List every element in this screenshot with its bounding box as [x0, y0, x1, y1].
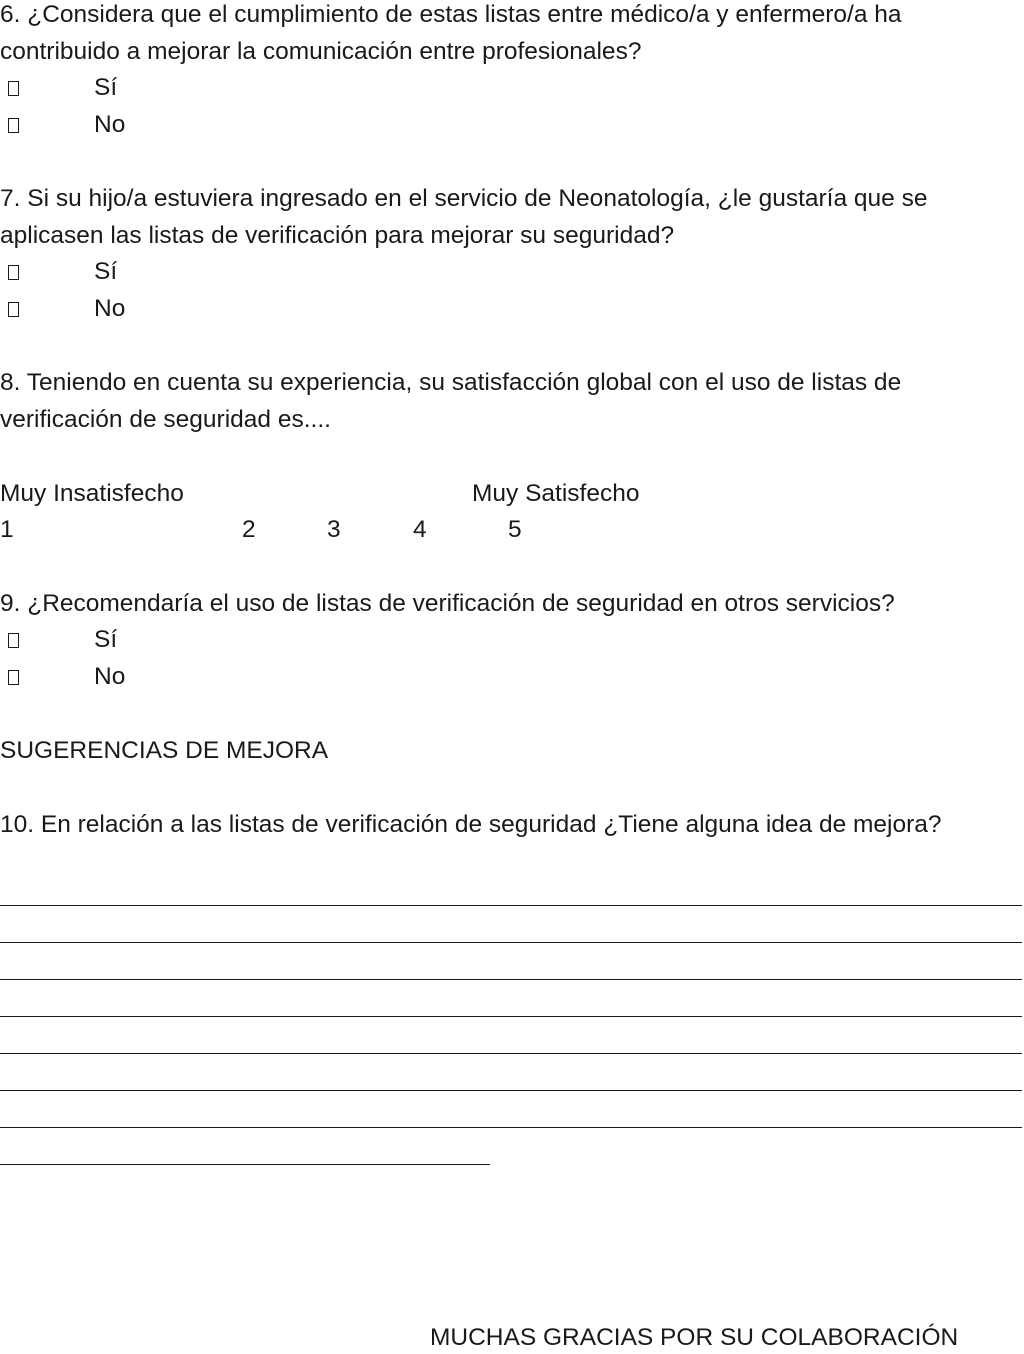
closing-thanks: MUCHAS GRACIAS POR SU COLABORACIÓN: [430, 1324, 959, 1351]
option-label: Sí: [94, 258, 118, 285]
option-label: Sí: [94, 626, 118, 653]
answer-line[interactable]: [0, 1053, 1022, 1054]
scale-value-1[interactable]: 1: [0, 516, 14, 543]
answer-line[interactable]: [0, 1127, 1022, 1128]
scale-value-4[interactable]: 4: [413, 516, 427, 543]
answer-line[interactable]: [0, 979, 1022, 980]
question-8-text-line-2: verificación de seguridad es....: [0, 406, 331, 433]
answer-line[interactable]: [0, 1164, 490, 1165]
option-label: Sí: [94, 74, 118, 101]
checkbox[interactable]: [8, 118, 19, 133]
option-label: No: [94, 111, 126, 138]
checkbox[interactable]: [8, 670, 19, 685]
question-7-text-line-1: 7. Si su hijo/a estuviera ingresado en el servicio de Neonatología, ¿le gustaría que se: [0, 185, 928, 212]
scale-high-label: Muy Satisfecho: [472, 480, 640, 507]
checkbox[interactable]: [8, 633, 19, 648]
scale-value-2[interactable]: 2: [242, 516, 256, 543]
checkbox[interactable]: [8, 265, 19, 280]
answer-line[interactable]: [0, 1016, 1022, 1017]
section-heading: SUGERENCIAS DE MEJORA: [0, 737, 329, 764]
checkbox[interactable]: [8, 81, 19, 96]
question-7-text-line-2: aplicasen las listas de verificación para mejorar su seguridad?: [0, 222, 675, 249]
option-label: No: [94, 663, 126, 690]
answer-line[interactable]: [0, 942, 1022, 943]
scale-low-label: Muy Insatisfecho: [0, 480, 184, 507]
question-8-text-line-1: 8. Teniendo en cuenta su experiencia, su satisfacción global con el uso de listas de: [0, 369, 902, 396]
question-6-text-line-2: contribuido a mejorar la comunicación entre profesionales?: [0, 38, 642, 65]
answer-line[interactable]: [0, 1090, 1022, 1091]
answer-line[interactable]: [0, 905, 1022, 906]
question-6-text-line-1: 6. ¿Considera que el cumplimiento de estas listas entre médico/a y enfermero/a ha: [0, 1, 902, 28]
question-10-text: 10. En relación a las listas de verificación de seguridad ¿Tiene alguna idea de mejora?: [0, 811, 942, 838]
scale-value-5[interactable]: 5: [508, 516, 522, 543]
option-label: No: [94, 295, 126, 322]
question-9-text: 9. ¿Recomendaría el uso de listas de verificación de seguridad en otros servicios?: [0, 590, 895, 617]
checkbox[interactable]: [8, 302, 19, 317]
scale-value-3[interactable]: 3: [327, 516, 341, 543]
